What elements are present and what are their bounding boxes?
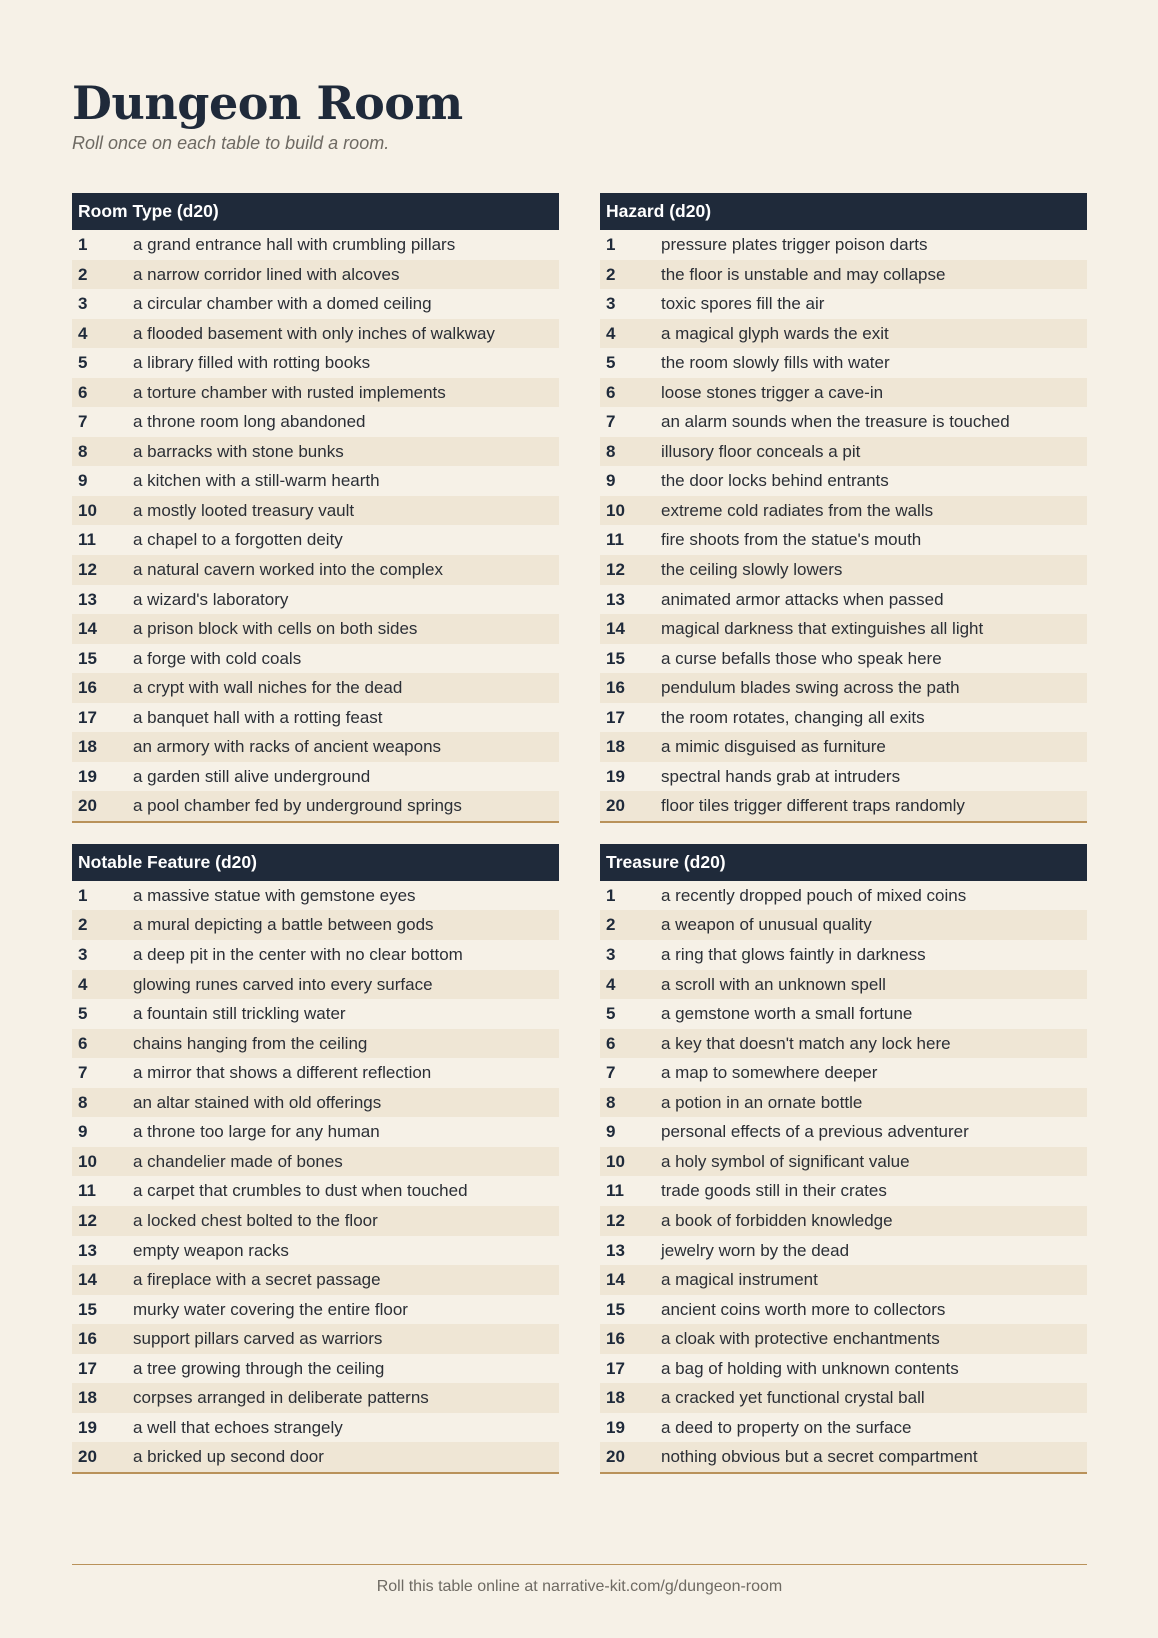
table-row [72, 1088, 559, 1118]
roll-number: 5 [78, 1004, 88, 1024]
table-row [72, 881, 559, 911]
roll-number: 12 [606, 1210, 625, 1230]
roll-number: 9 [78, 1122, 88, 1142]
roll-result: a mostly looted treasury vault [133, 500, 355, 520]
roll-result: empty weapon racks [133, 1240, 289, 1260]
roll-number: 4 [78, 323, 88, 343]
roll-result: a mirror that shows a different reflection [133, 1063, 432, 1083]
roll-result: a locked chest bolted to the floor [133, 1210, 378, 1230]
roll-number: 16 [78, 1329, 97, 1349]
roll-number: 9 [606, 1122, 616, 1142]
roll-number: 9 [606, 471, 616, 491]
roll-result: an armory with racks of ancient weapons [133, 737, 442, 757]
roll-result: support pillars carved as warriors [133, 1329, 383, 1349]
roll-result: a map to somewhere deeper [661, 1063, 878, 1083]
table-row [72, 1147, 559, 1177]
table-row [600, 260, 1087, 290]
table-row [72, 1383, 559, 1413]
table-row [72, 1117, 559, 1147]
roll-number: 10 [606, 500, 625, 520]
room-type-table [72, 193, 559, 823]
roll-number: 7 [606, 1063, 616, 1083]
roll-result: a holy symbol of significant value [661, 1151, 910, 1171]
table-row [600, 1324, 1087, 1354]
table-row [600, 940, 1087, 970]
table-row [600, 910, 1087, 940]
table-row [72, 437, 559, 467]
table-row [72, 970, 559, 1000]
table-row [72, 673, 559, 703]
roll-result: floor tiles trigger different traps randomly [661, 796, 965, 816]
tables-grid [72, 193, 1087, 1474]
roll-result: a deed to property on the surface [661, 1417, 912, 1437]
table-row [600, 1413, 1087, 1443]
roll-number: 6 [606, 1033, 616, 1053]
roll-result: a garden still alive underground [133, 766, 371, 786]
roll-number: 2 [78, 264, 88, 284]
table-row [72, 940, 559, 970]
table-row [72, 791, 559, 821]
roll-number: 20 [78, 1447, 97, 1467]
roll-number: 5 [78, 353, 88, 373]
table-row [600, 1176, 1087, 1206]
roll-number: 8 [606, 441, 616, 461]
table-header: Notable Feature (d20) [72, 844, 559, 881]
table-row [72, 1354, 559, 1384]
roll-result: an altar stained with old offerings [133, 1092, 382, 1112]
roll-number: 15 [606, 648, 625, 668]
roll-number: 5 [606, 1004, 616, 1024]
roll-result: the room rotates, changing all exits [661, 707, 925, 727]
roll-number: 11 [606, 1181, 624, 1201]
notable-feature-table [72, 844, 559, 1474]
table-row [72, 732, 559, 762]
roll-number: 16 [78, 678, 97, 698]
roll-result: a narrow corridor lined with alcoves [133, 264, 400, 284]
roll-result: animated armor attacks when passed [661, 589, 944, 609]
roll-number: 10 [78, 1151, 97, 1171]
table-row [72, 1236, 559, 1266]
roll-result: a throne room long abandoned [133, 412, 366, 432]
table-row [72, 1206, 559, 1236]
table-row [600, 732, 1087, 762]
roll-result: a cracked yet functional crystal ball [661, 1388, 925, 1408]
roll-number: 12 [606, 560, 625, 580]
table-row [72, 1265, 559, 1295]
roll-number: 18 [78, 1388, 97, 1408]
roll-number: 14 [78, 1270, 97, 1290]
roll-number: 4 [78, 974, 88, 994]
roll-number: 1 [606, 885, 616, 905]
roll-number: 13 [78, 1240, 97, 1260]
table-row [72, 230, 559, 260]
table-rows [72, 881, 559, 1474]
table-row [600, 1206, 1087, 1236]
roll-number: 19 [606, 766, 625, 786]
table-row [600, 1147, 1087, 1177]
roll-number: 3 [606, 294, 616, 314]
roll-number: 19 [78, 1417, 97, 1437]
roll-number: 8 [78, 441, 88, 461]
roll-number: 15 [78, 648, 97, 668]
table-row [600, 585, 1087, 615]
table-row [600, 348, 1087, 378]
table-row [72, 1176, 559, 1206]
roll-number: 7 [606, 412, 616, 432]
roll-number: 4 [606, 974, 616, 994]
table-row [600, 555, 1087, 585]
roll-result: a cloak with protective enchantments [661, 1329, 940, 1349]
table-row [600, 1236, 1087, 1266]
table-row [600, 762, 1087, 792]
roll-number: 6 [78, 1033, 88, 1053]
roll-number: 17 [606, 707, 625, 727]
table-row [600, 1088, 1087, 1118]
roll-number: 2 [78, 915, 88, 935]
table-header: Treasure (d20) [600, 844, 1087, 881]
roll-result: a chandelier made of bones [133, 1151, 343, 1171]
table-row [72, 378, 559, 408]
table-row [600, 673, 1087, 703]
roll-number: 15 [78, 1299, 97, 1319]
roll-result: a carpet that crumbles to dust when touched [133, 1181, 468, 1201]
roll-result: pressure plates trigger poison darts [661, 235, 928, 254]
roll-number: 10 [78, 500, 97, 520]
roll-result: pendulum blades swing across the path [661, 678, 960, 698]
table-row [72, 585, 559, 615]
roll-number: 20 [606, 1447, 625, 1467]
table-row [72, 1295, 559, 1325]
table-row [72, 644, 559, 674]
roll-result: the floor is unstable and may collapse [661, 264, 946, 284]
roll-number: 8 [78, 1092, 88, 1112]
roll-number: 17 [606, 1358, 625, 1378]
table-row [72, 496, 559, 526]
roll-result: a book of forbidden knowledge [661, 1210, 893, 1230]
roll-number: 4 [606, 323, 616, 343]
table-row [72, 1413, 559, 1443]
roll-number: 1 [78, 235, 88, 254]
roll-result: a throne too large for any human [133, 1122, 380, 1142]
table-row [600, 614, 1087, 644]
roll-result: a fireplace with a secret passage [133, 1270, 381, 1290]
table-row [72, 260, 559, 290]
roll-number: 1 [606, 235, 616, 254]
table-row [72, 319, 559, 349]
table-row [72, 407, 559, 437]
roll-result: a chapel to a forgotten deity [133, 530, 343, 550]
treasure-table [600, 844, 1087, 1474]
roll-number: 11 [78, 530, 96, 550]
roll-result: chains hanging from the ceiling [133, 1033, 368, 1053]
table-row [600, 791, 1087, 821]
roll-number: 18 [78, 737, 97, 757]
table-row [72, 1029, 559, 1059]
roll-number: 18 [606, 1388, 625, 1408]
roll-number: 7 [78, 1063, 88, 1083]
roll-number: 14 [78, 619, 97, 639]
roll-result: a grand entrance hall with crumbling pillars [133, 235, 456, 254]
table-rows [72, 230, 559, 823]
roll-result: a pool chamber fed by underground springs [133, 796, 462, 816]
table-rows [600, 881, 1087, 1474]
roll-result: a forge with cold coals [133, 648, 302, 668]
roll-result: glowing runes carved into every surface [133, 974, 433, 994]
roll-number: 19 [606, 1417, 625, 1437]
table-row [600, 1265, 1087, 1295]
table-row [72, 999, 559, 1029]
roll-number: 15 [606, 1299, 625, 1319]
roll-number: 12 [78, 1210, 97, 1230]
roll-result: a deep pit in the center with no clear bottom [133, 945, 463, 965]
roll-number: 14 [606, 1270, 625, 1290]
roll-result: corpses arranged in deliberate patterns [133, 1388, 429, 1408]
table-row [600, 999, 1087, 1029]
table-row [600, 1354, 1087, 1384]
roll-result: nothing obvious but a secret compartment [661, 1447, 978, 1467]
roll-result: a mimic disguised as furniture [661, 737, 886, 757]
roll-result: trade goods still in their crates [661, 1181, 887, 1201]
roll-result: extreme cold radiates from the walls [661, 500, 934, 520]
table-row [600, 1117, 1087, 1147]
table-header: Room Type (d20) [72, 193, 559, 230]
roll-number: 11 [606, 530, 624, 550]
roll-number: 20 [606, 796, 625, 816]
table-row [600, 1295, 1087, 1325]
roll-result: a recently dropped pouch of mixed coins [661, 885, 967, 905]
table-row [72, 1442, 559, 1472]
roll-result: spectral hands grab at intruders [661, 766, 901, 786]
roll-number: 1 [78, 885, 88, 905]
roll-number: 6 [78, 382, 88, 402]
table-row [600, 496, 1087, 526]
table-header: Hazard (d20) [600, 193, 1087, 230]
roll-result: a scroll with an unknown spell [661, 974, 886, 994]
table-row [600, 407, 1087, 437]
table-row [72, 614, 559, 644]
table-row [600, 289, 1087, 319]
roll-number: 13 [606, 589, 625, 609]
roll-result: a magical instrument [661, 1270, 818, 1290]
table-row [600, 525, 1087, 555]
roll-result: a circular chamber with a domed ceiling [133, 294, 432, 314]
table-row [600, 881, 1087, 911]
table-row [600, 1029, 1087, 1059]
roll-number: 16 [606, 678, 625, 698]
page-subtitle: Roll once on each table to build a room. [72, 133, 390, 153]
roll-number: 2 [606, 915, 616, 935]
table-row [600, 1058, 1087, 1088]
roll-result: ancient coins worth more to collectors [661, 1299, 946, 1319]
table-row [72, 1324, 559, 1354]
roll-result: a kitchen with a still-warm hearth [133, 471, 380, 491]
roll-result: a bag of holding with unknown contents [661, 1358, 959, 1378]
roll-result: a library filled with rotting books [133, 353, 371, 373]
table-row [600, 437, 1087, 467]
roll-number: 5 [606, 353, 616, 373]
roll-number: 3 [78, 294, 88, 314]
roll-result: a fountain still trickling water [133, 1004, 346, 1024]
table-row [600, 644, 1087, 674]
roll-result: a flooded basement with only inches of walkway [133, 323, 495, 343]
table-row [600, 970, 1087, 1000]
roll-result: a prison block with cells on both sides [133, 619, 418, 639]
roll-result: a well that echoes strangely [133, 1417, 343, 1437]
roll-number: 2 [606, 264, 616, 284]
hazard-table [600, 193, 1087, 823]
table-row [72, 555, 559, 585]
roll-result: a mural depicting a battle between gods [133, 915, 434, 935]
roll-number: 6 [606, 382, 616, 402]
roll-number: 13 [606, 1240, 625, 1260]
table-row [600, 1442, 1087, 1472]
roll-result: a curse befalls those who speak here [661, 648, 942, 668]
roll-result: a torture chamber with rusted implements [133, 382, 446, 402]
roll-number: 13 [78, 589, 97, 609]
roll-number: 12 [78, 560, 97, 580]
roll-number: 18 [606, 737, 625, 757]
roll-result: a banquet hall with a rotting feast [133, 707, 383, 727]
table-row [72, 703, 559, 733]
roll-result: murky water covering the entire floor [133, 1299, 408, 1319]
roll-number: 9 [78, 471, 88, 491]
table-row [72, 466, 559, 496]
roll-result: jewelry worn by the dead [661, 1240, 850, 1260]
roll-result: fire shoots from the statue's mouth [661, 530, 922, 550]
roll-number: 17 [78, 707, 97, 727]
roll-result: toxic spores fill the air [661, 294, 825, 314]
roll-number: 11 [78, 1181, 96, 1201]
roll-number: 8 [606, 1092, 616, 1112]
roll-result: a potion in an ornate bottle [661, 1092, 863, 1112]
table-row [72, 762, 559, 792]
table-rows [600, 230, 1087, 823]
table-row [72, 525, 559, 555]
roll-result: a magical glyph wards the exit [661, 323, 889, 343]
table-row [72, 1058, 559, 1088]
roll-result: a weapon of unusual quality [661, 915, 872, 935]
roll-result: an alarm sounds when the treasure is touched [661, 412, 1010, 432]
roll-result: the door locks behind entrants [661, 471, 889, 491]
table-row [72, 910, 559, 940]
roll-result: a wizard's laboratory [133, 589, 289, 609]
table-row [72, 289, 559, 319]
roll-number: 14 [606, 619, 625, 639]
roll-number: 10 [606, 1151, 625, 1171]
table-row [600, 703, 1087, 733]
roll-number: 3 [78, 945, 88, 965]
roll-number: 19 [78, 766, 97, 786]
table-row [600, 466, 1087, 496]
roll-number: 20 [78, 796, 97, 816]
table-row [72, 348, 559, 378]
table-row [600, 1383, 1087, 1413]
roll-result: a massive statue with gemstone eyes [133, 885, 416, 905]
roll-result: a key that doesn't match any lock here [661, 1033, 951, 1053]
table-row [600, 319, 1087, 349]
roll-result: a crypt with wall niches for the dead [133, 678, 403, 698]
roll-result: illusory floor conceals a pit [661, 441, 861, 461]
roll-result: the ceiling slowly lowers [661, 560, 843, 580]
roll-result: personal effects of a previous adventurer [661, 1122, 969, 1142]
roll-result: the room slowly fills with water [661, 353, 890, 373]
roll-result: loose stones trigger a cave-in [661, 382, 884, 402]
roll-result: a barracks with stone bunks [133, 441, 344, 461]
roll-number: 7 [78, 412, 88, 432]
page-title: Dungeon Room [72, 76, 463, 130]
table-row [600, 378, 1087, 408]
roll-result: a tree growing through the ceiling [133, 1358, 385, 1378]
footer-text: Roll this table online at narrative-kit.com/g/dungeon-room [376, 1578, 783, 1595]
roll-result: magical darkness that extinguishes all light [661, 619, 984, 639]
roll-result: a ring that glows faintly in darkness [661, 945, 926, 965]
roll-number: 17 [78, 1358, 97, 1378]
roll-result: a bricked up second door [133, 1447, 324, 1467]
roll-number: 16 [606, 1329, 625, 1349]
table-row [600, 230, 1087, 260]
roll-result: a natural cavern worked into the complex [133, 560, 443, 580]
roll-result: a gemstone worth a small fortune [661, 1004, 913, 1024]
footer-divider [72, 1564, 1087, 1565]
roll-number: 3 [606, 945, 616, 965]
